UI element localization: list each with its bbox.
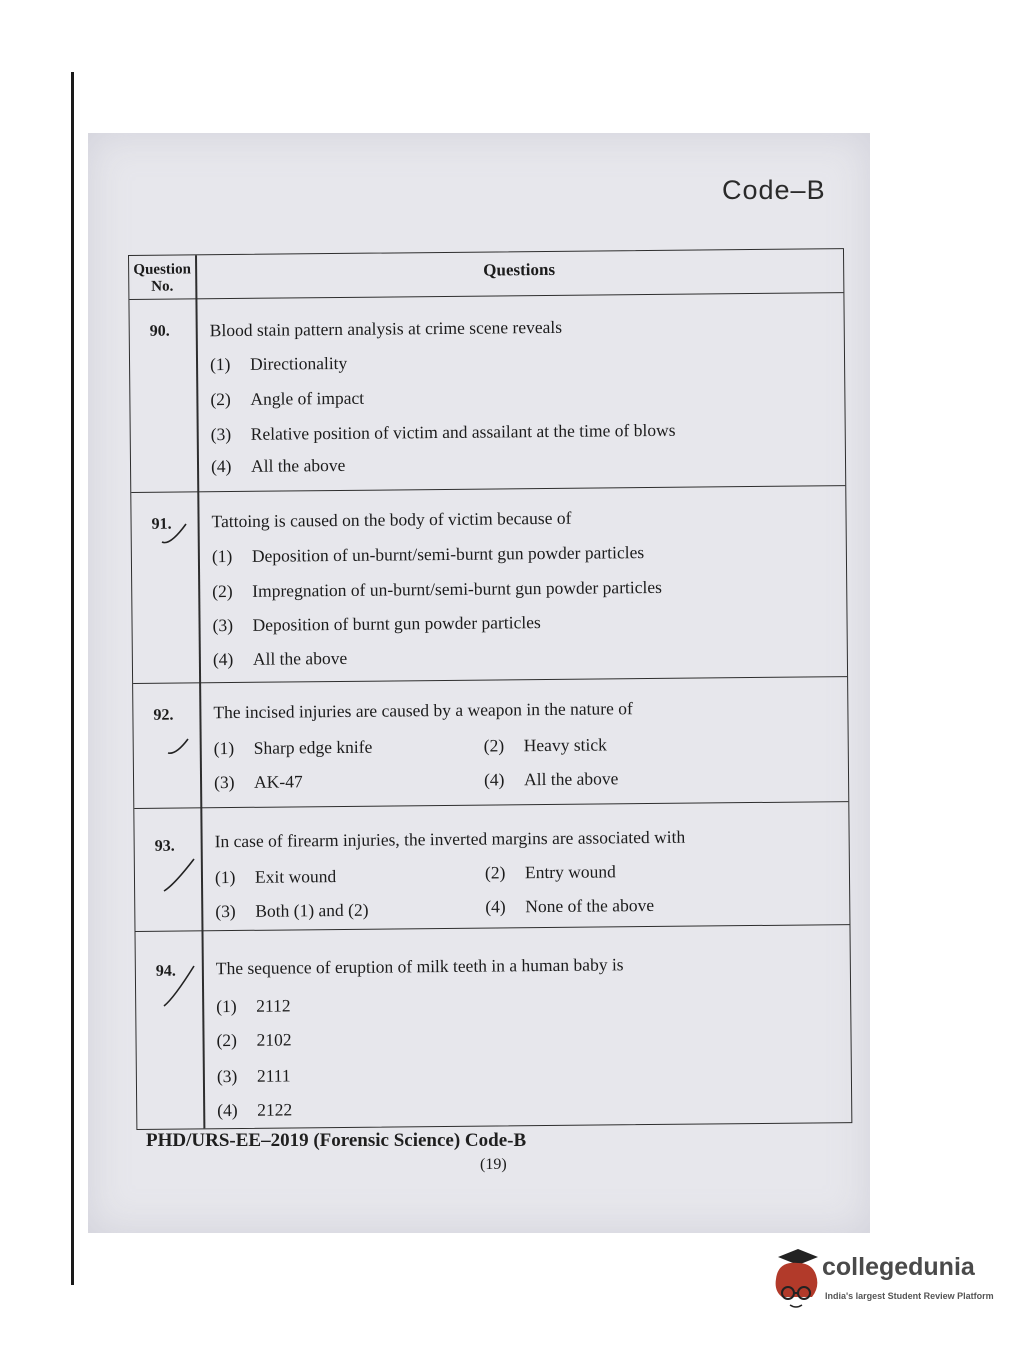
option-3: (3) Deposition of burnt gun powder particles bbox=[212, 612, 541, 636]
option-1: (1) Exit wound bbox=[214, 866, 337, 888]
column-header-question-no: Question No. bbox=[133, 261, 191, 295]
question-row-93 bbox=[134, 801, 849, 932]
paper-code: Code–B bbox=[722, 175, 826, 205]
option-3: (3) Both (1) and (2) bbox=[215, 899, 369, 922]
column-header-questions: Questions bbox=[483, 259, 556, 280]
question-number: 94. bbox=[155, 962, 176, 980]
question-text: The incised injuries are caused by a weapon in the nature of bbox=[213, 698, 633, 723]
logo-tagline: India's largest Student Review Platform bbox=[825, 1291, 994, 1301]
option-2: (2) Angle of impact bbox=[210, 387, 365, 410]
option-1: (1) Sharp edge knife bbox=[213, 736, 373, 759]
question-text: Tattoing is caused on the body of victim because of bbox=[211, 507, 572, 532]
mascot-icon bbox=[768, 1247, 822, 1317]
tick-mark-icon bbox=[160, 855, 200, 895]
option-4: (4) All the above bbox=[212, 647, 348, 670]
question-table bbox=[128, 248, 852, 1130]
tick-mark-icon bbox=[160, 520, 190, 548]
option-2: (2) Entry wound bbox=[484, 861, 616, 883]
question-number: 91. bbox=[151, 515, 172, 533]
option-1: (1) Deposition of un-burnt/semi-burnt gun powder particles bbox=[211, 542, 645, 567]
option-2: (2) Impregnation of un-burnt/semi-burnt gun powder particles bbox=[212, 576, 662, 602]
option-2: (2) 2102 bbox=[216, 1029, 292, 1051]
question-row-90 bbox=[129, 292, 845, 493]
collegedunia-logo[interactable] bbox=[768, 1247, 998, 1317]
option-4: (4) 2122 bbox=[217, 1099, 293, 1121]
page-edge-bar bbox=[71, 72, 74, 1285]
option-3: (3) Relative position of victim and assailant at the time of blows bbox=[210, 419, 676, 445]
option-3: (3) 2111 bbox=[216, 1065, 291, 1087]
question-row-92 bbox=[133, 676, 848, 809]
question-text: In case of firearm injuries, the inverted margins are associated with bbox=[214, 826, 686, 852]
logo-brand-text: collegedunia bbox=[822, 1253, 975, 1281]
question-text: Blood stain pattern analysis at crime scene reveals bbox=[209, 316, 563, 341]
paper-footer-title: PHD/URS-EE–2019 (Forensic Science) Code-B bbox=[146, 1130, 527, 1151]
question-text: The sequence of eruption of milk teeth in a human baby is bbox=[215, 954, 624, 979]
question-number: 90. bbox=[149, 322, 170, 340]
question-row-91 bbox=[131, 485, 847, 684]
option-4: (4) None of the above bbox=[485, 894, 655, 917]
question-number: 93. bbox=[154, 837, 175, 855]
option-4: (4) All the above bbox=[483, 768, 619, 790]
option-4: (4) All the above bbox=[210, 454, 346, 477]
question-row-94 bbox=[135, 924, 851, 1129]
option-1: (1) 2112 bbox=[216, 995, 291, 1017]
option-3: (3) AK-47 bbox=[213, 771, 303, 793]
page-number: (19) bbox=[480, 1156, 507, 1173]
tick-mark-icon bbox=[160, 962, 200, 1012]
tick-mark-icon bbox=[166, 735, 192, 757]
option-2: (2) Heavy stick bbox=[483, 734, 607, 756]
question-number: 92. bbox=[153, 706, 174, 724]
option-1: (1) Directionality bbox=[209, 352, 348, 375]
